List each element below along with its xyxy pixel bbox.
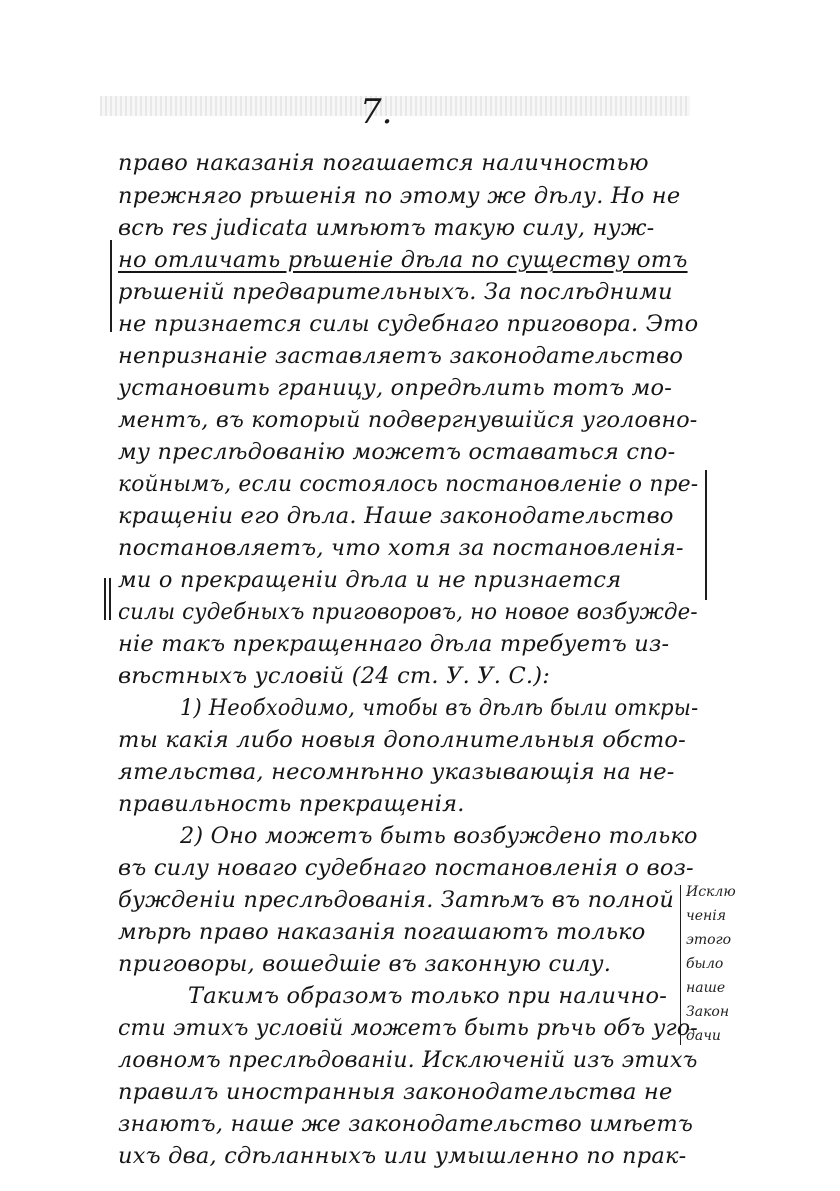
text-line: не признается силы судебнаго приговора. Это <box>118 311 699 337</box>
text-line: ніе такъ прекращеннаго дѣла требуетъ из- <box>118 631 670 657</box>
text-line: право наказанія погашается наличностью <box>118 150 649 176</box>
text-line: рѣшеній предварительныхъ. За послѣдними <box>118 279 673 305</box>
margin-note <box>686 880 746 1048</box>
page-number: 7. <box>360 92 393 132</box>
margin-note-line: было <box>686 956 724 972</box>
text-line: 1) Необходимо, чтобы въ дѣлѣ были откры- <box>180 695 699 721</box>
margin-note-line: дачи <box>686 1028 721 1044</box>
text-line: ихъ два, сдѣланныхъ или умышленно по прак- <box>118 1143 687 1169</box>
text-line: постановляетъ, что хотя за постановленія- <box>118 535 684 561</box>
text-line: мѣрѣ право наказанія погашаютъ только <box>118 919 646 945</box>
scan-artifact <box>100 96 690 116</box>
margin-bracket-left <box>110 240 112 332</box>
margin-bracket-left-2b <box>109 578 111 620</box>
text-line: вѣстныхъ условій (24 ст. У. У. С.): <box>118 663 550 689</box>
margin-note-line: ченія <box>686 908 726 924</box>
text-line: въ силу новаго судебнаго постановленія о воз- <box>118 855 694 881</box>
text-line: кращеніи его дѣла. Наше законодательство <box>118 503 674 529</box>
text-line: приговоры, вошедшіе въ законную силу. <box>118 951 612 977</box>
text-line: ятельства, несомнѣнно указывающія на не- <box>118 759 675 785</box>
text-line: но отличать рѣшеніе дѣла по существу отъ <box>118 247 688 273</box>
margin-note-line: Закон <box>686 1004 730 1020</box>
text-line: ми о прекращеніи дѣла и не признается <box>118 567 622 593</box>
text-line: 2) Оно можетъ быть возбуждено только <box>180 823 698 849</box>
margin-bracket-right <box>705 470 707 600</box>
text-line: знаютъ, наше же законодательство имѣетъ <box>118 1111 694 1137</box>
margin-note-line: наше <box>686 980 726 996</box>
text-line: правильность прекращенія. <box>118 791 465 817</box>
text-line: бужденіи преслѣдованія. Затѣмъ въ полной <box>118 887 675 913</box>
text-line: ментъ, въ который подвергнувшійся уголовно- <box>118 407 698 433</box>
text-line: му преслѣдованію можетъ оставаться спо- <box>118 439 676 465</box>
margin-bracket-left-2 <box>104 578 106 620</box>
text-line: прежняго рѣшенія по этому же дѣлу. Но не <box>118 183 681 209</box>
text-line: сти этихъ условій можетъ быть рѣчь объ уго- <box>118 1015 698 1041</box>
margin-note-line: Исклю <box>686 884 736 900</box>
text-line: ты какія либо новыя дополнительныя обсто- <box>118 727 686 753</box>
text-line: установить границу, опредѣлить тотъ мо- <box>118 375 673 401</box>
text-line: Такимъ образомъ только при налично- <box>188 983 668 1009</box>
text-line: правилъ иностранныя законодательства не <box>118 1079 673 1105</box>
text-line: всѣ res judicata имѣютъ такую силу, нуж- <box>118 215 655 241</box>
margin-note-line: этого <box>686 932 732 948</box>
text-line: койнымъ, если состоялось постановленіе о пре- <box>118 471 699 497</box>
text-line: силы судебныхъ приговоровъ, но новое возбужде- <box>118 599 698 625</box>
text-line: ловномъ преслѣдованіи. Исключеній изъ этихъ <box>118 1047 698 1073</box>
text-line: непризнаніе заставляетъ законодательство <box>118 343 684 369</box>
